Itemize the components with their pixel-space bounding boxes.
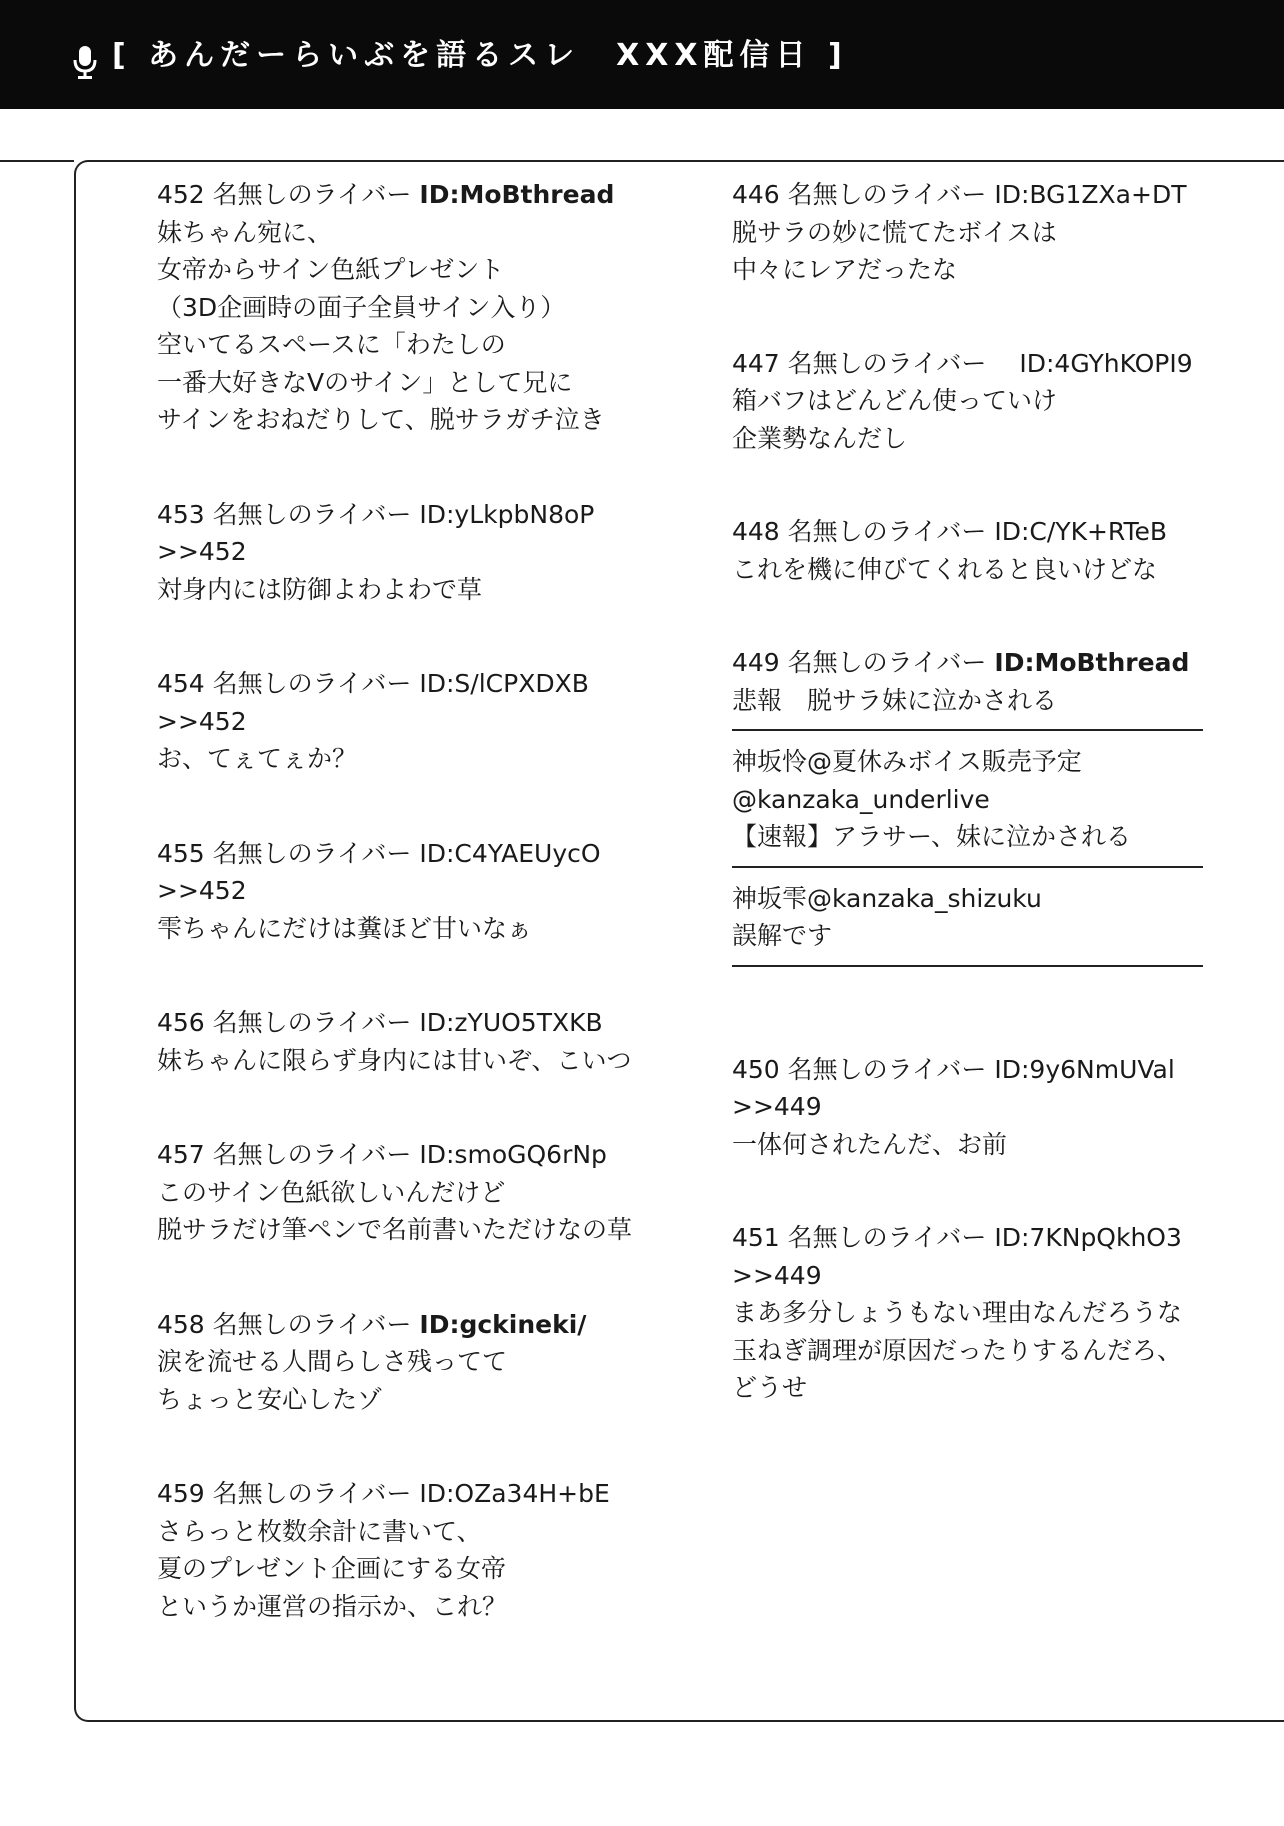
- post-body-line: >>452: [157, 876, 247, 905]
- right-column: [732, 176, 1202, 1407]
- post-body-line: >>452: [157, 706, 247, 736]
- tweet-line: 神坂雫@kanzaka_shizuku: [732, 883, 1042, 913]
- thread-post: [157, 1306, 677, 1419]
- poster-id: ID:S/lCPXDXB: [419, 669, 589, 698]
- poster-name: 名無しのライバー: [787, 180, 987, 209]
- spacer: [732, 588, 1202, 644]
- post-body-line: 妹ちゃん宛に、: [157, 217, 333, 247]
- post-body-line: 空いてるスペースに「わたしの: [157, 330, 506, 359]
- post-body-line: というか運営の指示か、これ？: [157, 1591, 508, 1621]
- post-body-line: 脱サラだけ筆ペンで名前書いただけなの草: [157, 1215, 633, 1244]
- tweet-line: 【速報】アラサー、妹に泣かされる: [732, 822, 1132, 851]
- poster-name: 名無しのライバー: [212, 1140, 412, 1169]
- thread-post: [732, 1219, 1202, 1407]
- post-header: [732, 1219, 1202, 1257]
- tweet-line: 神坂怜@夏休みボイス販売予定: [732, 747, 1082, 776]
- poster-name: 名無しのライバー: [212, 180, 412, 209]
- post-number: 459: [157, 1479, 205, 1508]
- poster-name: 名無しのライバー: [787, 1054, 987, 1084]
- spacer: [157, 439, 677, 496]
- poster-id: ID:9y6NmUVal: [994, 1054, 1175, 1084]
- poster-id: ID:7KNpQkhO3: [994, 1223, 1182, 1252]
- post-body-line: お、てぇてぇか？: [157, 744, 358, 773]
- post-body-line: 女帝からサイン色紙プレゼント: [157, 255, 505, 284]
- frame-top-left-line: [0, 160, 74, 162]
- post-body-line: >>452: [157, 537, 247, 566]
- post-number: 453: [157, 499, 205, 529]
- poster-id: ID:gckineki/: [419, 1309, 587, 1339]
- microphone-icon: [72, 46, 98, 80]
- post-number: 458: [157, 1309, 205, 1339]
- thread-post: [732, 644, 1202, 719]
- post-body-line: 玉ねぎ調理が原因だったりするんだろ、: [732, 1335, 1183, 1365]
- post-body-line: >>449: [732, 1260, 822, 1290]
- post-body-line: 妹ちゃんに限らず身内には甘いぞ、こいつ: [157, 1045, 632, 1075]
- thread-post: [157, 176, 677, 439]
- spacer: [732, 1163, 1202, 1219]
- poster-id: ID:C4YAEUycO: [419, 838, 601, 868]
- post-number: 454: [157, 669, 205, 698]
- post-header: [157, 665, 677, 703]
- thread-header: [0, 0, 1284, 109]
- spacer: [157, 1249, 677, 1306]
- divider-line: [732, 729, 1203, 731]
- poster-name: 名無しのライバー: [212, 1309, 412, 1339]
- spacer: [157, 947, 677, 1004]
- post-body-line: このサイン色紙欲しいんだけど: [157, 1177, 506, 1207]
- thread-post: [157, 835, 677, 948]
- post-number: 447: [732, 348, 780, 378]
- tweet-line: @kanzaka_underlive: [732, 784, 990, 814]
- thread-post: [157, 1475, 677, 1625]
- post-header: [157, 1136, 677, 1174]
- post-number: 448: [732, 517, 780, 546]
- post-body-line: 脱サラの妙に慌てたボイスは: [732, 217, 1057, 247]
- spacer: [157, 1418, 677, 1475]
- spacer: [732, 289, 1202, 345]
- post-body-line: どうせ: [732, 1373, 808, 1402]
- post-body-line: （3D企画時の面子全員サイン入り）: [157, 292, 566, 322]
- poster-id: ID:OZa34H+bE: [419, 1479, 610, 1508]
- post-body-line: さらっと枚数余計に書いて、: [157, 1516, 482, 1546]
- poster-name: 名無しのライバー: [212, 1008, 412, 1037]
- thread-post: [732, 345, 1202, 458]
- post-number: 446: [732, 180, 780, 209]
- poster-id: ID:4GYhKOPI9: [1019, 348, 1193, 378]
- divider-line: [732, 965, 1203, 967]
- poster-id: ID:MoBthread: [994, 648, 1190, 677]
- spacer: [157, 608, 677, 665]
- poster-name: 名無しのライバー: [787, 1223, 987, 1252]
- post-header: [157, 1475, 677, 1513]
- thread-title: [ あんだーらいぶを語るスレ XXX配信日 ]: [112, 38, 848, 73]
- post-body-line: 一体何されたんだ、お前: [732, 1129, 1008, 1159]
- post-body-line: ちょっと安心したゾ: [157, 1384, 383, 1414]
- poster-id: ID:MoBthread: [419, 180, 615, 209]
- post-header: [732, 345, 1202, 383]
- poster-name: 名無しのライバー: [787, 648, 987, 677]
- embedded-tweet: [732, 743, 1202, 856]
- poster-name: 名無しのライバー: [212, 669, 412, 698]
- poster-name: 名無しのライバー: [212, 1479, 412, 1508]
- post-header: [157, 835, 677, 873]
- post-number: 450: [732, 1054, 780, 1084]
- thread-post: [157, 665, 677, 778]
- poster-id: ID:C/YK+RTeB: [994, 517, 1168, 546]
- left-column: [157, 176, 677, 1625]
- post-number: 455: [157, 838, 205, 868]
- thread-post: [157, 1136, 677, 1249]
- post-body-line: 悲報 脱サラ妹に泣かされる: [732, 685, 1058, 715]
- divider-line: [732, 866, 1203, 868]
- post-body-line: >>449: [732, 1092, 822, 1121]
- post-number: 456: [157, 1008, 205, 1037]
- thread-post: [732, 513, 1202, 588]
- poster-id: ID:BG1ZXa+DT: [994, 180, 1187, 209]
- thread-post: [157, 496, 677, 609]
- post-body-line: サインをおねだりして、脱サラガチ泣き: [157, 405, 605, 434]
- post-number: 457: [157, 1140, 205, 1169]
- post-header: [732, 176, 1202, 214]
- post-number: 452: [157, 180, 205, 209]
- post-body-line: まあ多分しょうもない理由なんだろうな: [732, 1298, 1183, 1327]
- poster-id: ID:yLkpbN8oP: [419, 499, 595, 529]
- post-body-line: 対身内には防御よわよわで草: [157, 574, 483, 604]
- tweet-line: 誤解です: [732, 921, 833, 950]
- spacer: [157, 778, 677, 835]
- spacer: [732, 457, 1202, 513]
- post-number: 449: [732, 648, 780, 677]
- embedded-tweet: [732, 880, 1202, 955]
- post-header: [157, 1306, 677, 1344]
- post-body-line: 箱バフはどんどん使っていけ: [732, 386, 1058, 415]
- poster-name: 名無しのライバー: [787, 348, 987, 378]
- spacer: [157, 1079, 677, 1136]
- post-header: [732, 513, 1202, 551]
- post-body-line: 一番大好きなVのサイン」として兄に: [157, 367, 573, 397]
- post-header: [157, 496, 677, 534]
- post-body-line: 涙を流せる人間らしさ残ってて: [157, 1347, 508, 1376]
- thread-post: [732, 1051, 1202, 1164]
- poster-name: 名無しのライバー: [787, 517, 987, 546]
- post-number: 451: [732, 1223, 780, 1252]
- post-body-line: これを機に伸びてくれると良いけどな: [732, 554, 1158, 584]
- post-body-line: 雫ちゃんにだけは糞ほど甘いなぁ: [157, 913, 533, 943]
- post-header: [157, 176, 677, 214]
- thread-post: [732, 176, 1202, 289]
- poster-name: 名無しのライバー: [212, 499, 412, 529]
- post-header: [732, 1051, 1202, 1089]
- post-body-line: 中々にレアだったな: [732, 255, 958, 284]
- poster-id: ID:smoGQ6rNp: [419, 1140, 607, 1169]
- poster-id: ID:zYUO5TXKB: [419, 1008, 603, 1037]
- post-header: [157, 1004, 677, 1042]
- thread-post: [157, 1004, 677, 1079]
- poster-name: 名無しのライバー: [212, 838, 412, 868]
- post-header: [732, 644, 1202, 682]
- spacer: [732, 979, 1202, 1051]
- post-body-line: 夏のプレゼント企画にする女帝: [157, 1554, 507, 1583]
- post-body-line: 企業勢なんだし: [732, 423, 908, 453]
